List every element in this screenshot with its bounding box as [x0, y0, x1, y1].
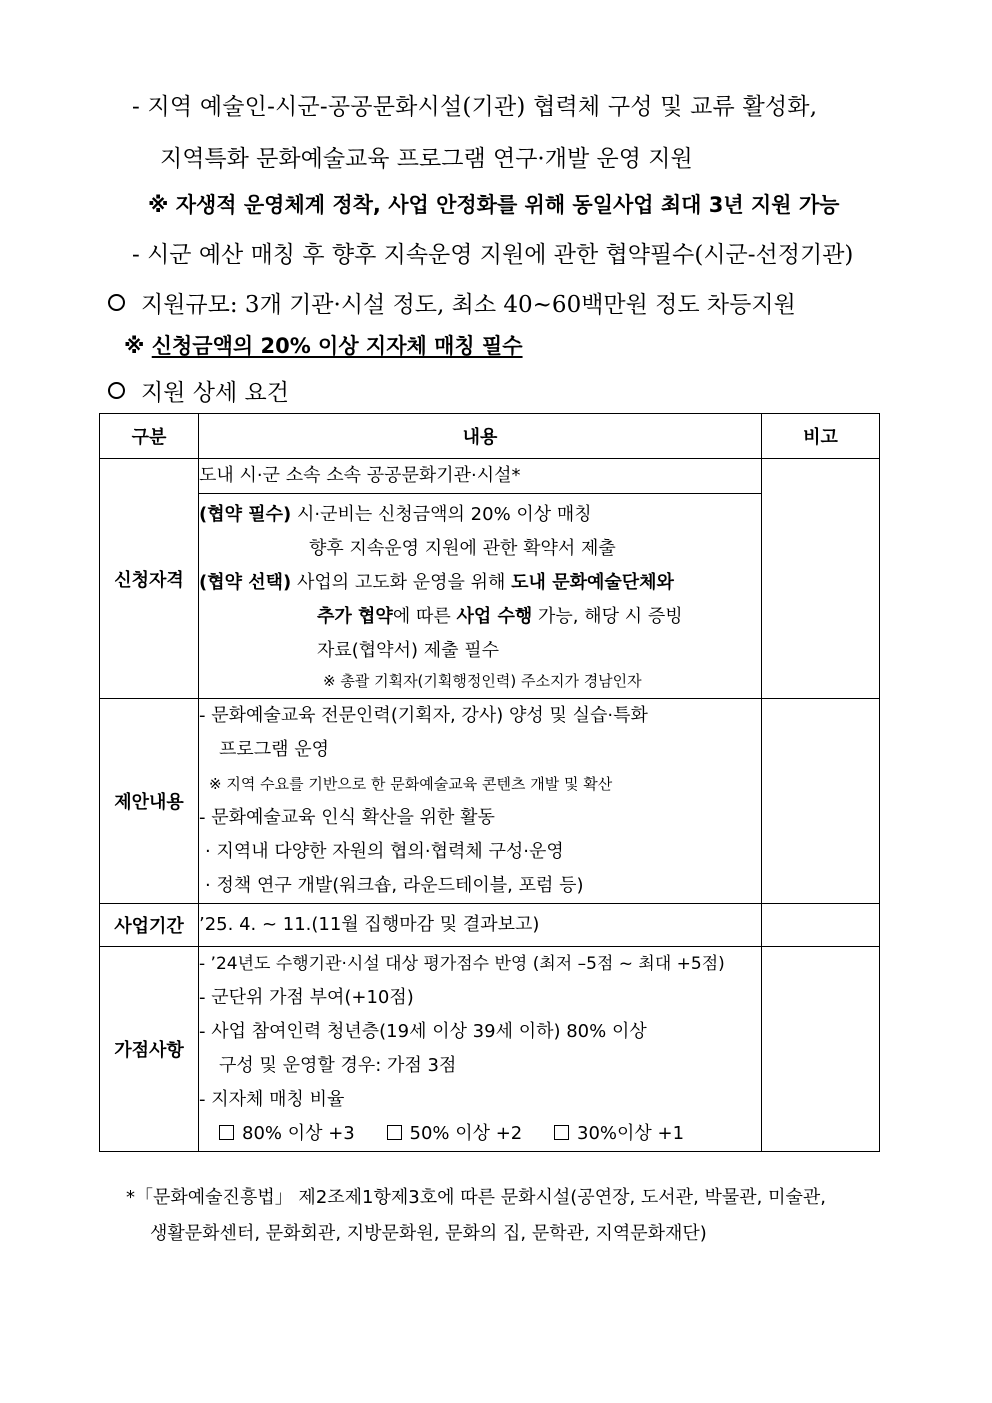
bonus-line-5: - 지자체 매칭 비율	[199, 1089, 345, 1110]
eligibility-agreement-cell	[199, 494, 762, 699]
table-row	[100, 904, 880, 947]
bonus-line-4: 구성 및 운영할 경우: 가점 3점	[219, 1055, 457, 1076]
bonus-category: 가점사항	[100, 947, 199, 1152]
note-mark: ※	[124, 334, 152, 358]
support-scale-item	[108, 286, 796, 319]
required-agreement-text: 시·군비는 신청금액의 20% 이상 매칭	[291, 504, 592, 525]
required-agreement-line-2: 향후 지속운영 지원에 관한 확약서 제출	[309, 538, 616, 559]
detail-heading-item	[108, 374, 289, 407]
period-content-cell	[199, 904, 762, 947]
eligibility-institution-cell	[199, 459, 762, 494]
matching-option-label: 30%이상 +1	[577, 1123, 685, 1144]
matching-option-50[interactable]	[387, 1123, 523, 1144]
intro-line-2: 지역특화 문화예술교육 프로그램 연구·개발 운영 지원	[160, 146, 693, 172]
proposal-line-1: - 문화예술교육 전문인력(기획자, 강사) 양성 및 실습·특화	[199, 705, 648, 726]
circle-bullet-icon	[108, 382, 125, 399]
required-agreement-label: (협약 필수)	[199, 504, 292, 525]
matching-option-30[interactable]	[554, 1123, 684, 1144]
checkbox-icon[interactable]	[387, 1125, 402, 1140]
proposal-line-2: 프로그램 운영	[219, 739, 330, 760]
table-row	[100, 699, 880, 904]
eligibility-remarks-cell	[762, 459, 880, 699]
proposal-category: 제안내용	[100, 699, 199, 904]
period-category: 사업기간	[100, 904, 199, 947]
optional-text-2: 에 따른	[392, 606, 457, 627]
optional-text-3: 가능, 해당 시 증빙	[532, 606, 683, 627]
eligibility-note: ※ 총괄 기획자(기획행정인력) 주소지가 경남인자	[323, 672, 642, 690]
matching-option-80[interactable]	[219, 1123, 355, 1144]
optional-bold-2: 추가 협약	[317, 606, 393, 627]
intro-line-matching-agreement: - 시군 예산 매칭 후 향후 지속운영 지원에 관한 협약필수(시군-선정기관)	[132, 242, 854, 268]
proposal-content-cell	[199, 699, 762, 904]
required-agreement-line	[199, 498, 761, 532]
optional-bold-3: 사업 수행	[456, 606, 533, 627]
proposal-note: ※ 지역 수요를 기반으로 한 문화예술교육 콘텐츠 개발 및 확산	[209, 775, 613, 793]
header-content: 내용	[199, 414, 762, 459]
proposal-line-4: · 지역내 다양한 자원의 협의·협력체 구성·운영	[205, 841, 564, 862]
eligibility-category: 신청자격	[100, 459, 199, 699]
period-remarks-cell	[762, 904, 880, 947]
bonus-content-cell	[199, 947, 762, 1152]
checkbox-icon[interactable]	[219, 1125, 234, 1140]
header-remarks: 비고	[762, 414, 880, 459]
intro-line-1: - 지역 예술인-시군-공공문화시설(기관) 협력체 구성 및 교류 활성화,	[132, 94, 818, 120]
optional-bold-1: 도내 문화예술단체와	[511, 572, 674, 593]
support-scale-text: 지원규모: 3개 기관·시설 정도, 최소 40~60백만원 정도 차등지원	[141, 292, 796, 318]
proposal-line-5: · 정책 연구 개발(워크숍, 라운드테이블, 포럼 등)	[205, 875, 584, 896]
matching-requirement-note	[124, 330, 523, 360]
bonus-line-2: - 군단위 가점 부여(+10점)	[199, 987, 414, 1008]
matching-option-label: 50% 이상 +2	[409, 1123, 523, 1144]
optional-agreement-label: (협약 선택)	[199, 572, 292, 593]
circle-bullet-icon	[108, 294, 125, 311]
table-row	[100, 459, 880, 494]
bonus-remarks-cell	[762, 947, 880, 1152]
proposal-remarks-cell	[762, 699, 880, 904]
optional-agreement-line-2	[199, 600, 761, 634]
matching-requirement-text: 신청금액의 20% 이상 지자체 매칭 필수	[151, 334, 523, 358]
table-row	[100, 947, 880, 1152]
footnote-line-2: 생활문화센터, 문화회관, 지방문화원, 문화의 집, 문학관, 지역문화재단)	[150, 1223, 707, 1244]
table-header-row	[100, 414, 880, 459]
matching-ratio-options	[199, 1117, 761, 1151]
requirements-table	[99, 413, 880, 1152]
intro-note-3-years: ※ 자생적 운영체계 정착, 사업 안정화를 위해 동일사업 최대 3년 지원 가능	[148, 193, 840, 217]
period-text: ’25. 4. ~ 11.(11월 집행마감 및 결과보고)	[199, 914, 540, 935]
optional-agreement-line-3: 자료(협약서) 제출 필수	[317, 640, 499, 661]
proposal-line-3: - 문화예술교육 인식 확산을 위한 활동	[199, 807, 495, 828]
bonus-line-1: - ’24년도 수행기관·시설 대상 평가점수 반영 (최저 –5점 ~ 최대 +5점)	[199, 954, 725, 974]
footnote-line-1: *「문화예술진흥법」 제2조제1항제3호에 따른 문화시설(공연장, 도서관, 박물관, 미술관,	[126, 1187, 827, 1208]
optional-text-1: 사업의 고도화 운영을 위해	[291, 572, 512, 593]
bonus-line-3: - 사업 참여인력 청년층(19세 이상 39세 이하) 80% 이상	[199, 1021, 647, 1042]
detail-heading-text: 지원 상세 요건	[141, 380, 289, 406]
header-category: 구분	[100, 414, 199, 459]
optional-agreement-line	[199, 566, 761, 600]
checkbox-icon[interactable]	[554, 1125, 569, 1140]
eligibility-institution-text: 도내 시·군 소속 소속 공공문화기관·시설*	[199, 465, 521, 486]
matching-option-label: 80% 이상 +3	[242, 1123, 355, 1144]
